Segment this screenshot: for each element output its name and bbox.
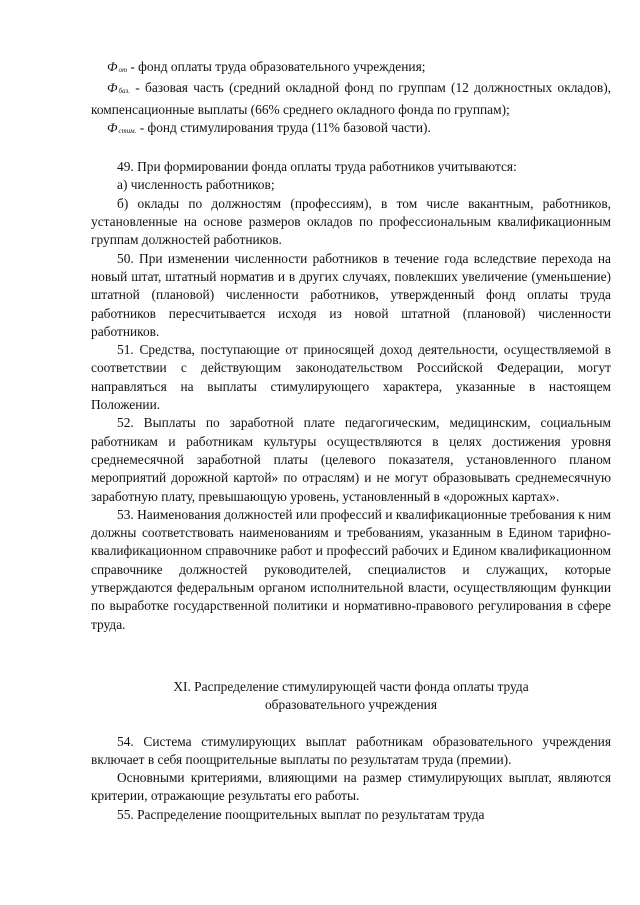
paragraph-criteria: Основными критериями, влияющими на размер стимулирующих выплат, являются критерии, отражающие результаты его работы. xyxy=(91,770,611,804)
formula-symbol: Ф xyxy=(107,80,118,96)
section-heading-line-2: образовательного учреждения xyxy=(264,697,437,713)
formula-subscript: от xyxy=(118,66,128,74)
paragraph-49a: а) численность работников; xyxy=(117,177,275,193)
section-heading-line-1: XI. Распределение стимулирующей части фонда оплаты труда xyxy=(173,678,529,694)
definition-text: - базовая часть (средний окладной фонд по группам (12 должностных окладов), компенсационные выплаты (66% среднего окладного фонда по группам); xyxy=(91,80,611,117)
definition-text: - фонд стимулирования труда (11% базовой части). xyxy=(136,119,431,135)
paragraph-50: 50. При изменении численности работников в течение года вследствие перехода на новый штат, штатный норматив и в других случаях, повлекших увеличение (уменьшение) штатной (плановой) численности работников, утвержденный фонд оплаты труда работников пересчитывается исходя из новой штатной (плановой) численности работников. xyxy=(91,250,611,339)
document-body xyxy=(91,58,611,824)
formula-symbol: Ф xyxy=(107,59,118,74)
definition-text: - фонд оплаты труда образовательного учреждения; xyxy=(127,59,426,74)
paragraph-52: 52. Выплаты по заработной плате педагогическим, медицинским, социальным работникам и работникам культуры осуществляются в целях достижения уровня среднемесячной заработной платы (целевого показателя, установленного планом мероприятий дорожной картой» по отраслям) и не могут образовывать среднемесячную заработную плату, превышающую уровень, установленный в «дорожных картах». xyxy=(91,415,611,504)
formula-subscript: баз. xyxy=(118,87,130,96)
paragraph-54: 54. Система стимулирующих выплат работникам образовательного учреждения включает в себя поощрительные выплаты по результатам труда (премии). xyxy=(91,733,611,767)
paragraph-51: 51. Средства, поступающие от приносящей доход деятельности, осуществляемой в соответствии с действующим законодательством Российской Федерации, могут направляться на выплаты стимулирующего характера, указанные в настоящем Положении. xyxy=(91,342,611,413)
formula-subscript: стим. xyxy=(118,126,137,135)
formula-symbol: Ф xyxy=(107,119,118,135)
definition-fbaz xyxy=(91,79,611,119)
paragraph-53: 53. Наименования должностей или профессий и квалификационные требования к ним должны соответствовать наименованиям и требованиям, указанным в Едином тарифно-квалификационном справочнике работ и профессий рабочих и Едином квалификационном справочнике должностей руководителей, специалистов и служащих, которые утверждаются федеральным органом исполнительной власти, осуществляющим функции по выработке государственной политики и нормативно-правового регулирования в сфере труда. xyxy=(91,506,611,632)
paragraph-55: 55. Распределение поощрительных выплат по результатам труда xyxy=(117,806,485,822)
definition-fot xyxy=(91,58,611,79)
paragraph-49b: б) оклады по должностям (профессиям), в том числе вакантным, работников, установленные на основе размеров окладов по профессиональным квалификационным группам должностей работников. xyxy=(91,195,611,248)
paragraph-49: 49. При формировании фонда оплаты труда работников учитываются: xyxy=(117,159,517,175)
definition-fstim xyxy=(91,119,611,140)
